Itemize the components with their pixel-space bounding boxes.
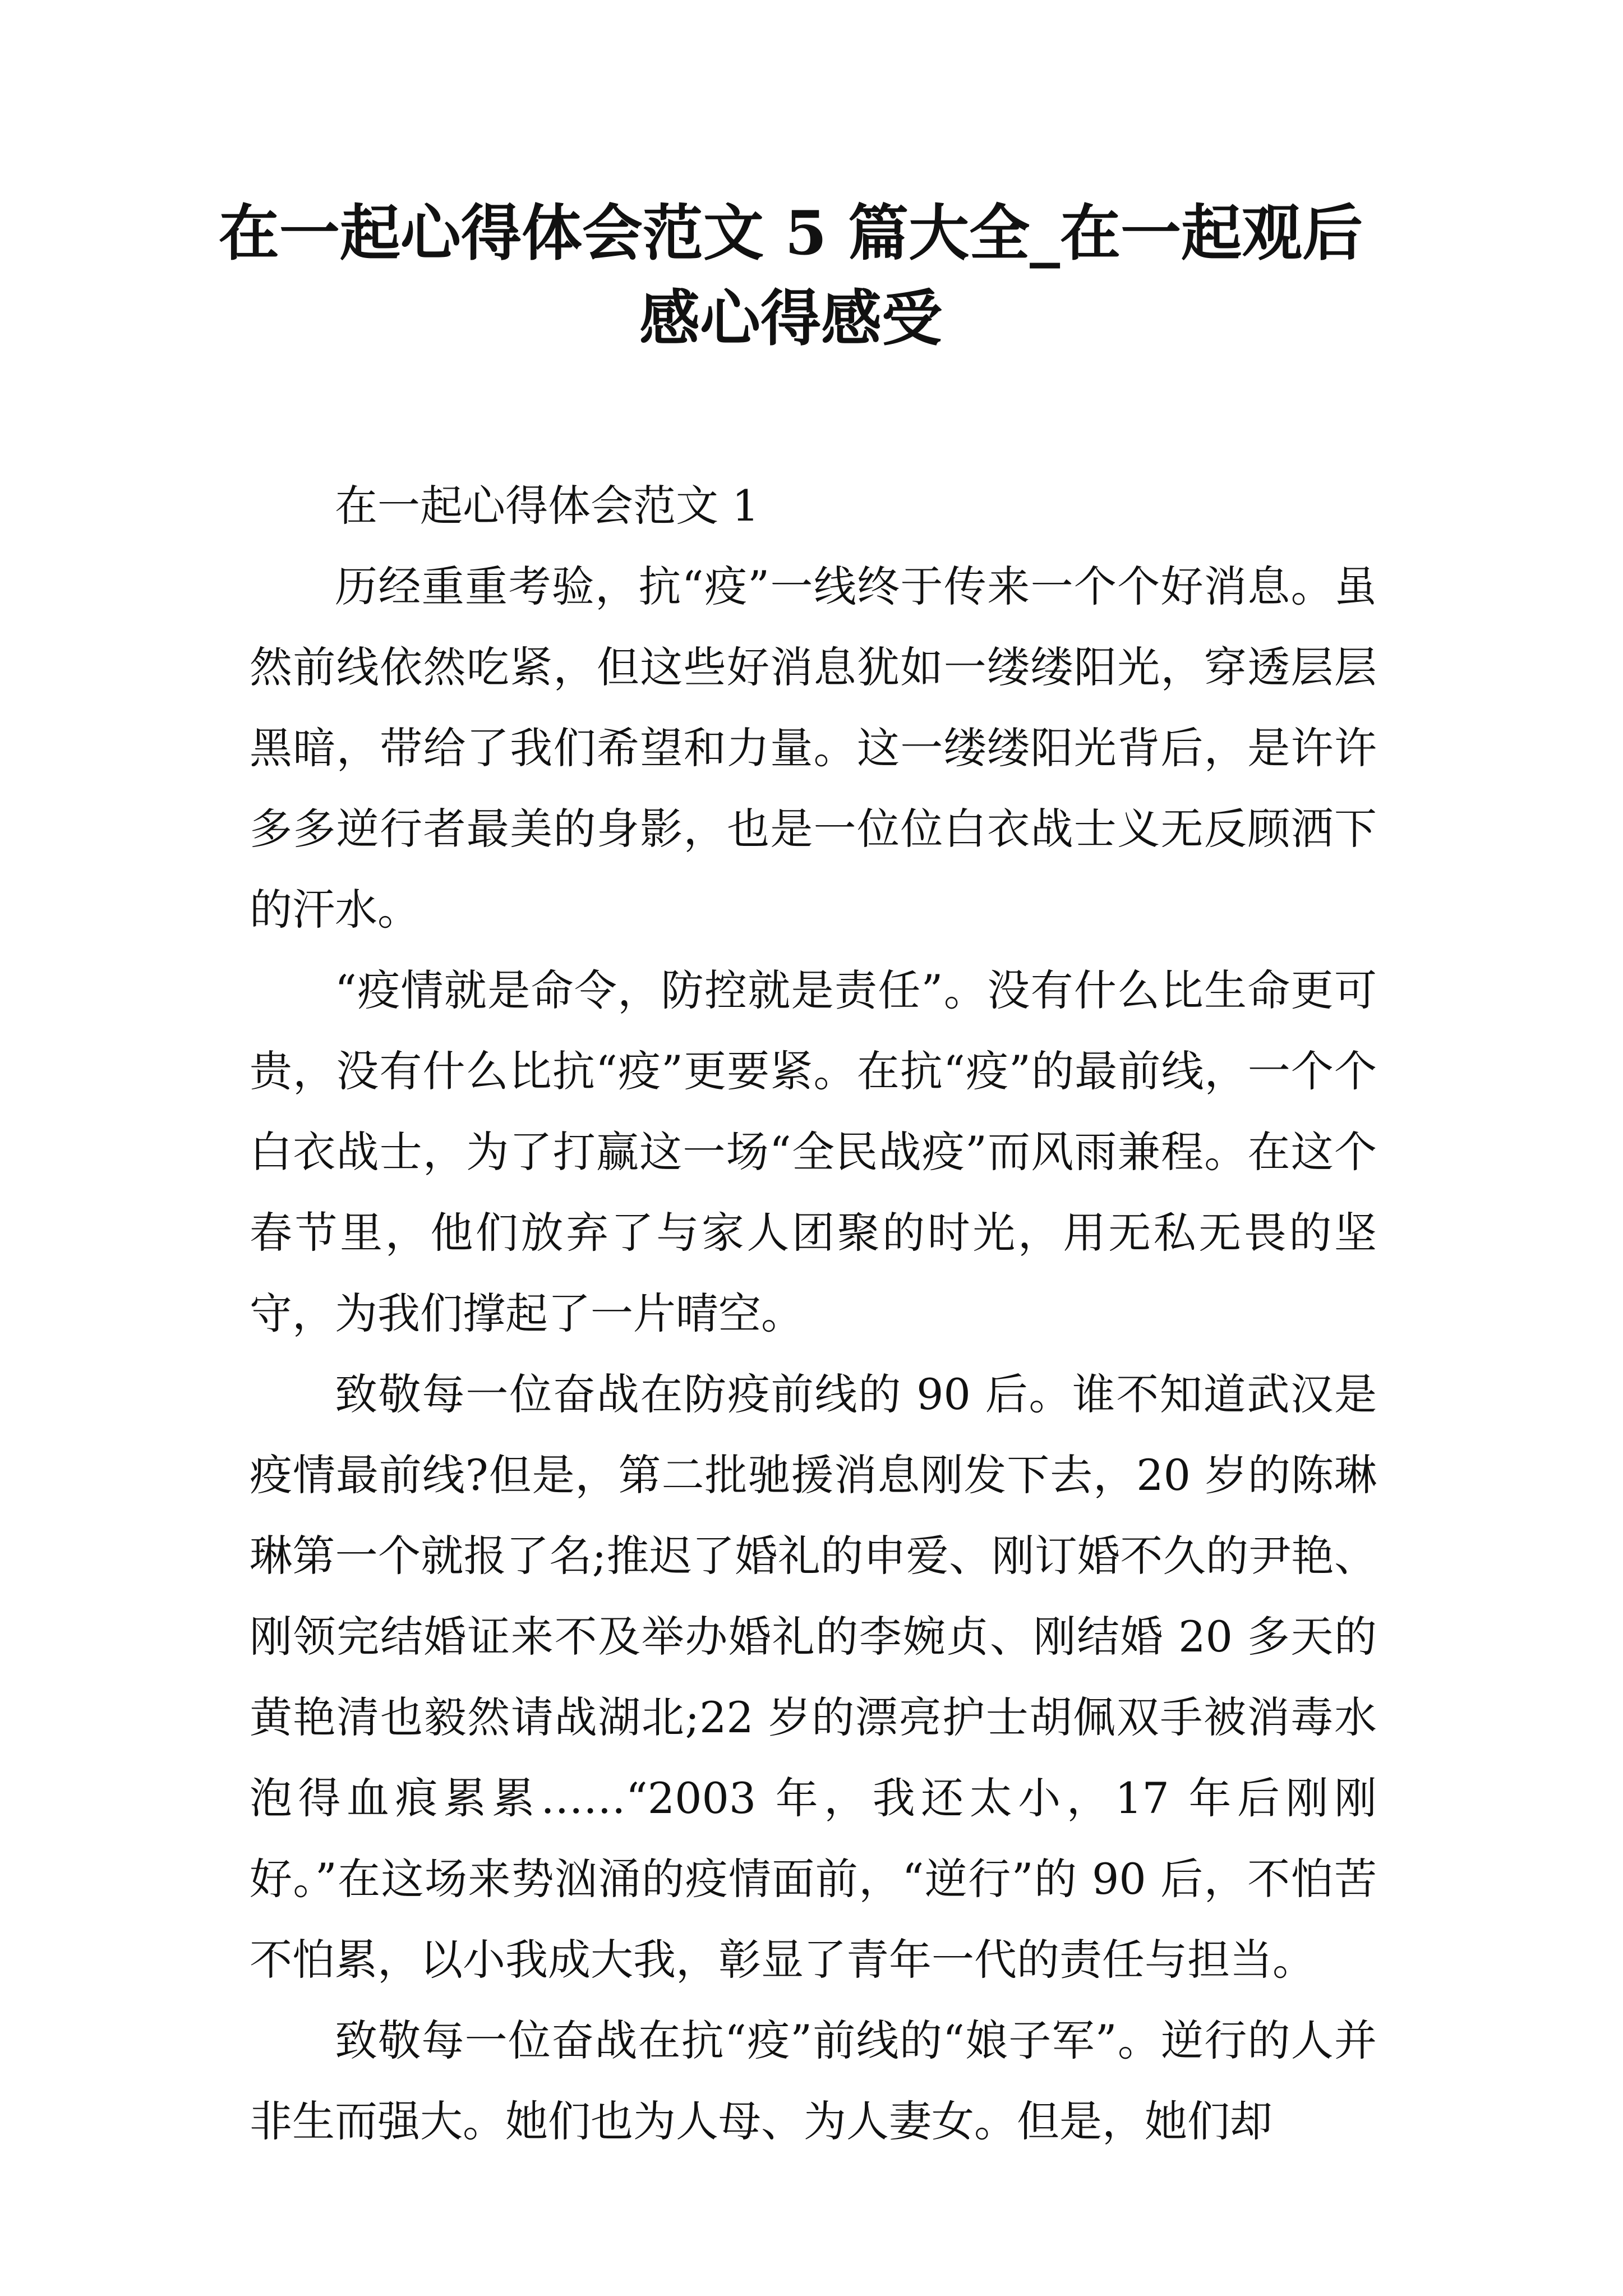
paragraph-1: 历经重重考验，抗“疫”一线终于传来一个个好消息。虽然前线依然吃紧，但这些好消息犹如一缕缕阳光，穿透层层黑暗，带给了我们希望和力量。这一缕缕阳光背后，是许许多多逆行者最美的身影，也是一位位白衣战士义无反顾洒下的汗水。 bbox=[250, 562, 1377, 935]
paragraph-2: “疫情就是命令，防控就是责任”。没有什么比生命更可贵，没有什么比抗“疫”更要紧。在抗“疫”的最前线，一个个白衣战士，为了打赢这一场“全民战疫”而风雨兼程。在这个春节里，他们放弃了与家人团聚的时光，用无私无畏的坚守，为我们撑起了一片晴空。 bbox=[250, 965, 1377, 1338]
paragraph-4: 致敬每一位奋战在抗“疫”前线的“娘子军”。逆行的人并非生而强大。她们也为人母、为人妻女。但是，她们却 bbox=[250, 2016, 1377, 2146]
section-heading: 在一起心得体会范文 1 bbox=[335, 481, 759, 531]
paragraph-3: 致敬每一位奋战在防疫前线的 90 后。谁不知道武汉是疫情最前线?但是，第二批驰援消息刚发下去，20 岁的陈琳琳第一个就报了名;推迟了婚礼的申爱、刚订婚不久的尹艳、刚领完结婚证来不及举办婚礼的李婉贞、刚结婚 20 多天的黄艳清也毅然请战湖北;22 岁的漂亮护士胡佩双手被消毒水泡得血痕累累……“2003 年，我还太小，17 年后刚刚好。”在这场来势汹涌的疫情面前，“逆行”的 90 后，不怕苦不怕累，以小我成大我，彰显了青年一代的责任与担当。 bbox=[250, 1369, 1377, 1985]
document-title: 在一起心得体会范文 5 篇大全_在一起观后感心得感受 bbox=[218, 198, 1363, 354]
document-body bbox=[250, 466, 1377, 2162]
